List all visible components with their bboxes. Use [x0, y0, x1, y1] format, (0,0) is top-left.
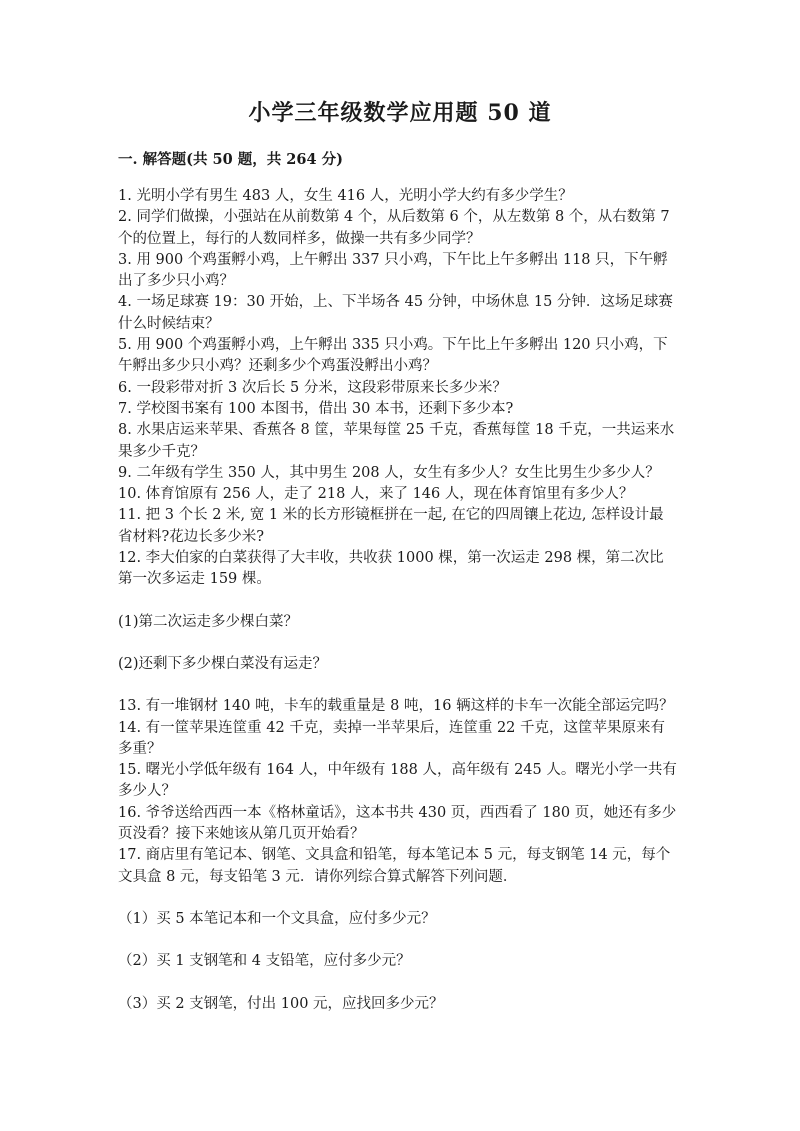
question-17-part-3: （3）买 2 支钢笔，付出 100 元，应找回多少元？ — [118, 995, 444, 1012]
question-1: 1. 光明小学有男生 483 人，女生 416 人，光明小学大约有多少学生？ — [118, 188, 573, 204]
question-8: 8. 水果店运来苹果、香蕉各 8 筐，苹果每筐 25 千克，香蕉每筐 18 千克，一共运来水果多少千克？ — [118, 422, 675, 460]
question-3: 3. 用 900 个鸡蛋孵小鸡，上午孵出 337 只小鸡，下午比上午多孵出 118 只，下午孵出了多少只小鸡？ — [118, 251, 668, 290]
question-10: 10. 体育馆原有 256 人，走了 218 人，来了 146 人，现在体育馆里有多少人？ — [118, 486, 634, 503]
question-12: 12. 李大伯家的白菜获得了大丰收，共收获 1000 棵，第一次运走 298 棵，第二次比第一次多运走 159 棵。 — [118, 550, 664, 588]
question-17-part-2: （2）买 1 支钢笔和 4 支铅笔，应付多少元？ — [118, 953, 411, 970]
question-12-part-1: (1)第二次运走多少棵白菜？ — [118, 613, 299, 630]
question-12-part-2: (2)还剩下多少棵白菜没有运走？ — [118, 655, 328, 672]
question-11: 11. 把 3 个长 2 米, 宽 1 米的长方形镜框拼在一起, 在它的四周镶上花边, 怎样设计最省材料?花边长多少米? — [118, 507, 664, 545]
question-6: 6. 一段彩带对折 3 次后长 5 分米，这段彩带原来长多少米？ — [118, 379, 507, 396]
question-9: 9. 二年级有学生 350 人，其中男生 208 人，女生有多少人？女生比男生少多少人？ — [118, 464, 660, 481]
question-4: 4. 一场足球赛 19：30 开始，上、下半场各 45 分钟，中场休息 15 分钟．这场足球赛什么时候结束？ — [118, 294, 673, 332]
question-17-part-1: （1）买 5 本笔记本和一个文具盒，应付多少元？ — [118, 910, 436, 927]
question-7: 7. 学校图书案有 100 本图书，借出 30 本书，还剩下多少本? — [118, 400, 514, 417]
question-5: 5. 用 900 个鸡蛋孵小鸡，上午孵出 335 只小鸡。下午比上午多孵出 120 只小鸡，下午孵出多少只小鸡？还剩多少个鸡蛋没孵出小鸡？ — [118, 337, 668, 375]
document-title: 小学三年级数学应用题 50 道 — [248, 100, 552, 126]
question-13: 13. 有一堆钢材 140 吨，卡车的载重量是 8 吨，16 辆这样的卡车一次能全部运完吗？ — [118, 698, 674, 715]
question-2: 2. 同学们做操，小强站在从前数第 4 个，从后数第 6 个，从左数第 8 个，从右数第 7 个的位置上，每行的人数同样多，做操一共有多少同学？ — [118, 209, 670, 247]
question-14: 14. 有一筐苹果连筐重 42 千克，卖掉一半苹果后，连筐重 22 千克，这筐苹果原来有多重？ — [118, 719, 666, 757]
section-heading: 一. 解答题(共 50 题，共 264 分) — [118, 151, 343, 168]
question-17: 17. 商店里有笔记本、钢笔、文具盒和铅笔，每本笔记本 5 元，每支钢笔 14 元，每个文具盒 8 元，每支铅笔 3 元．请你列综合算式解答下列问题． — [118, 847, 671, 885]
question-16: 16. 爷爷送给西西一本《格林童话》，这本书共 430 页，西西看了 180 页，她还有多少页没看？接下来她该从第几页开始看？ — [118, 804, 677, 843]
question-15: 15. 曙光小学低年级有 164 人，中年级有 188 人，高年级有 245 人。曙光小学一共有多少人？ — [118, 762, 677, 800]
question-list — [118, 186, 678, 1015]
